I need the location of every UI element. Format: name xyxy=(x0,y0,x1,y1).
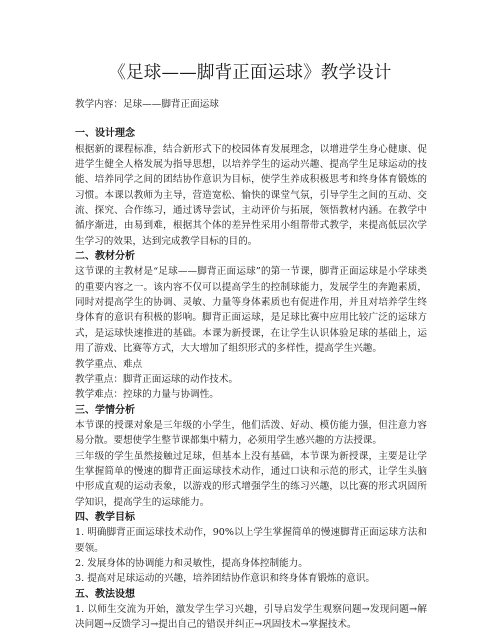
section-paragraph: 教学重点、难点 xyxy=(75,358,143,370)
section-paragraph: 本节课的授课对象是三年级的小学生，他们活泼、好动、模仿能力强，但注意力容易分散。要想使学生整节课都集中精力，必须用学生感兴趣的方法授课。 xyxy=(75,419,427,447)
document-body xyxy=(75,97,427,633)
section-heading: 一、设计理念 xyxy=(75,128,135,140)
section-paragraph: 教学重点：脚背正面运球的动作技术。 xyxy=(75,373,239,385)
document-title: 《足球——脚背正面运球》教学设计 xyxy=(108,63,392,83)
teaching-content-line: 教学内容：足球——脚背正面运球 xyxy=(75,99,219,110)
section-paragraph: 这节课的主教材是“足球——脚背正面运球”的第一节课，脚背正面运球是小学球类的重要内容之一。该内容不仅可以提高学生的控制球能力，发展学生的奔跑素质，同时对提高学生的协调、灵敏、力量等身体素质也有促进作用，并且对培养学生终身体育的意识有积极的影响。脚背正面运球，是足球比赛中应用比较广泛的运球方式，是运球快速推进的基础。本课为新授课，在让学生认识体验足球的基础上，运用了游戏、比赛等方式，大大增加了组织形式的多样性，提高学生兴趣。 xyxy=(75,266,427,355)
section-paragraph: 3. 提高对足球运动的兴趣，培养团结协作意识和终身体育锻炼的意识。 xyxy=(75,573,376,585)
section-paragraph: 教学难点：控球的力量与协调性。 xyxy=(75,389,219,401)
section-heading: 五、教法设想 xyxy=(75,588,135,600)
section-paragraph: 根据新的课程标准，结合新形式下的校园体育发展理念，以增进学生身心健康、促进学生健全人格发展为指导思想，以培养学生的运动兴趣、提高学生足球运动的技能、培养同学之间的团结协作意识为目标，使学生养成积极思考和终身体育锻炼的习惯。本课以教师为主导，营造宽松、愉快的课堂气氛，引导学生之间的互动、交流、探究、合作练习，通过诱导尝试，主动评价与拓展，领悟教材内涵。在教学中循序渐进，由易到难，根据其个体的差异性采用小组帮带式教学，来提高低层次学生学习的效果，达到完成教学目标的目的。 xyxy=(75,143,427,247)
section-paragraph: 三年级的学生虽然接触过足球，但基本上没有基础，本节课为新授课，主要是让学生掌握简单的慢速的脚背正面运球技术动作，通过口诀和示范的形式，让学生头脑中形成直观的运动表象，以游戏的形式增强学生的练习兴趣，以比赛的形式巩固所学知识，提高学生的运球能力。 xyxy=(75,450,427,508)
section-heading: 二、教材分析 xyxy=(75,251,135,263)
section-paragraph: 1. 以师生交流为开始，激发学生学习兴趣，引导启发学生观察问题→发现问题→解决问题→反馈学习→提出自己的错误并纠正→巩固技术→掌握技术。 xyxy=(75,604,427,631)
section-heading: 三、学情分析 xyxy=(75,404,135,416)
section-paragraph: 1. 明确脚背正面运球技术动作，90%以上学生掌握简单的慢速脚背正面运球方法和要领。 xyxy=(75,527,427,554)
section-paragraph: 2. 发展身体的协调能力和灵敏性，提高身体控制能力。 xyxy=(75,557,308,569)
section-heading: 四、教学目标 xyxy=(75,511,135,523)
